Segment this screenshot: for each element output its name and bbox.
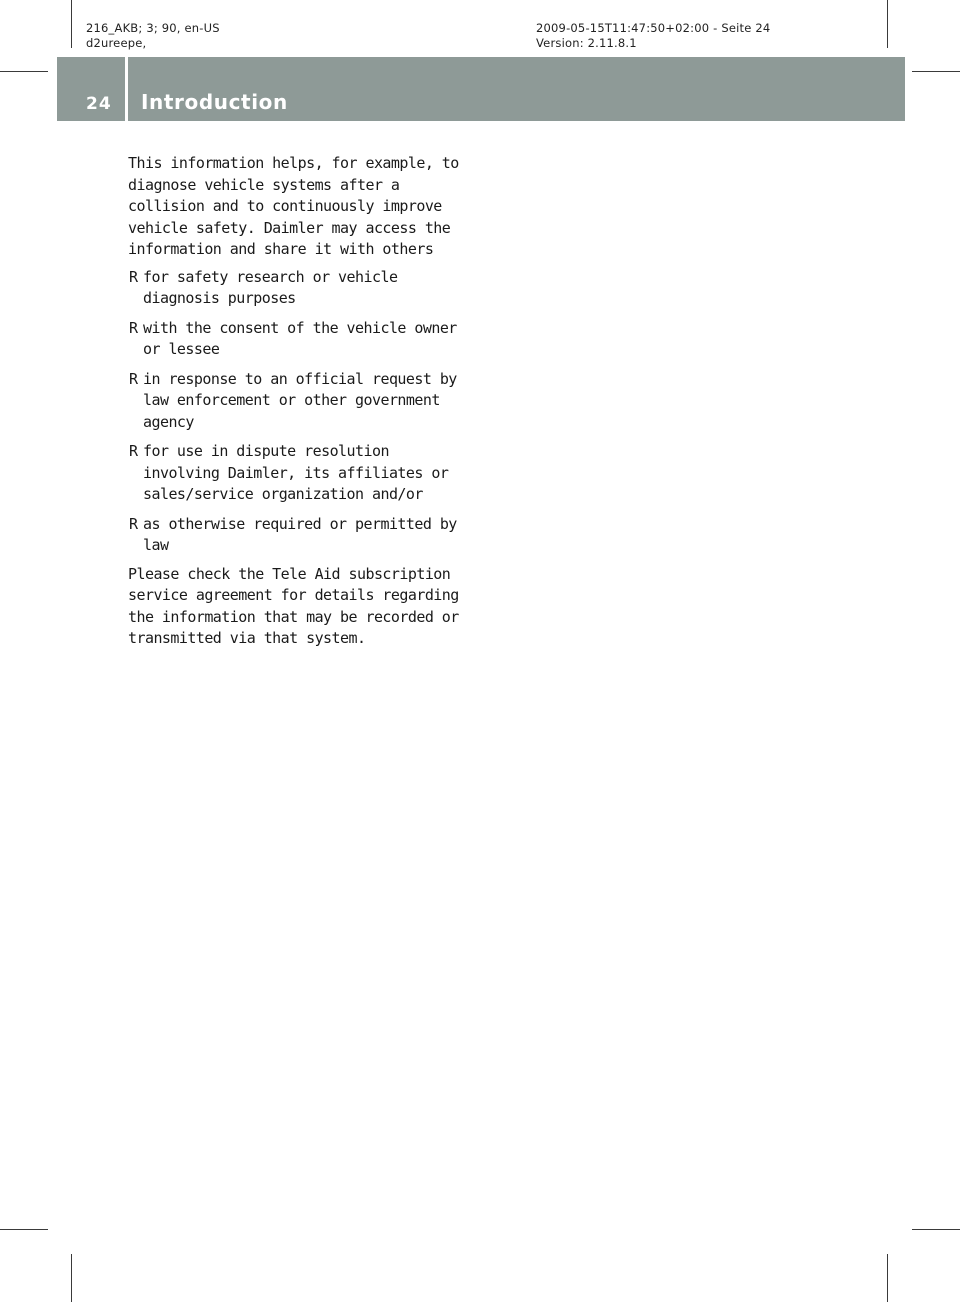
bullet-marker: R xyxy=(129,369,138,388)
header-separator xyxy=(125,57,128,121)
list-item-text: as otherwise required or permitted by law xyxy=(143,514,457,554)
list-item-text: for safety research or vehicle diagnosis purposes xyxy=(143,267,398,307)
list-item xyxy=(128,369,473,434)
crop-mark-top-right-horizontal xyxy=(912,71,960,72)
list-item xyxy=(128,441,473,506)
page-number: 24 xyxy=(86,94,112,114)
crop-mark-bottom-right-vertical xyxy=(887,1254,888,1302)
list-item xyxy=(128,267,473,310)
list-item xyxy=(128,318,473,361)
body-text xyxy=(128,153,473,650)
bullet-marker: R xyxy=(129,267,138,286)
crop-mark-top-left-vertical xyxy=(71,0,72,48)
crop-mark-top-right-vertical xyxy=(887,0,888,48)
bullet-marker: R xyxy=(129,318,138,337)
print-meta-left-line2: d2ureepe, xyxy=(86,36,147,50)
section-title: Introduction xyxy=(141,90,288,114)
print-meta-right-line1: 2009-05-15T11:47:50+02:00 - Seite 24 xyxy=(536,21,771,35)
closing-paragraph: Please check the Tele Aid subscription service agreement for details regarding the information that may be recorded or transmitted via that system. xyxy=(128,564,459,647)
bullet-marker: R xyxy=(129,514,138,533)
crop-mark-bottom-left-vertical xyxy=(71,1254,72,1302)
print-meta-right xyxy=(536,21,770,51)
crop-mark-top-left-horizontal xyxy=(0,71,48,72)
list-item-text: with the consent of the vehicle owner or lessee xyxy=(143,318,457,358)
print-meta-right-line2: Version: 2.11.8.1 xyxy=(536,36,637,50)
list-item xyxy=(128,514,473,557)
list-item-text: in response to an official request by law enforcement or other government agency xyxy=(143,369,457,431)
crop-mark-bottom-left-horizontal xyxy=(0,1229,48,1230)
intro-paragraph: This information helps, for example, to diagnose vehicle systems after a collision and to continuously improve vehicle safety. Daimler may access the information and share it with others xyxy=(128,154,459,258)
crop-mark-bottom-right-horizontal xyxy=(912,1229,960,1230)
print-meta-left-line1: 216_AKB; 3; 90, en-US xyxy=(86,21,220,35)
bullet-marker: R xyxy=(129,442,138,460)
bullet-list xyxy=(128,267,473,557)
print-meta-left xyxy=(86,21,220,51)
list-item-text: for use in dispute resolution involving Daimler, its affiliates or sales/service organization and/or xyxy=(143,442,449,503)
